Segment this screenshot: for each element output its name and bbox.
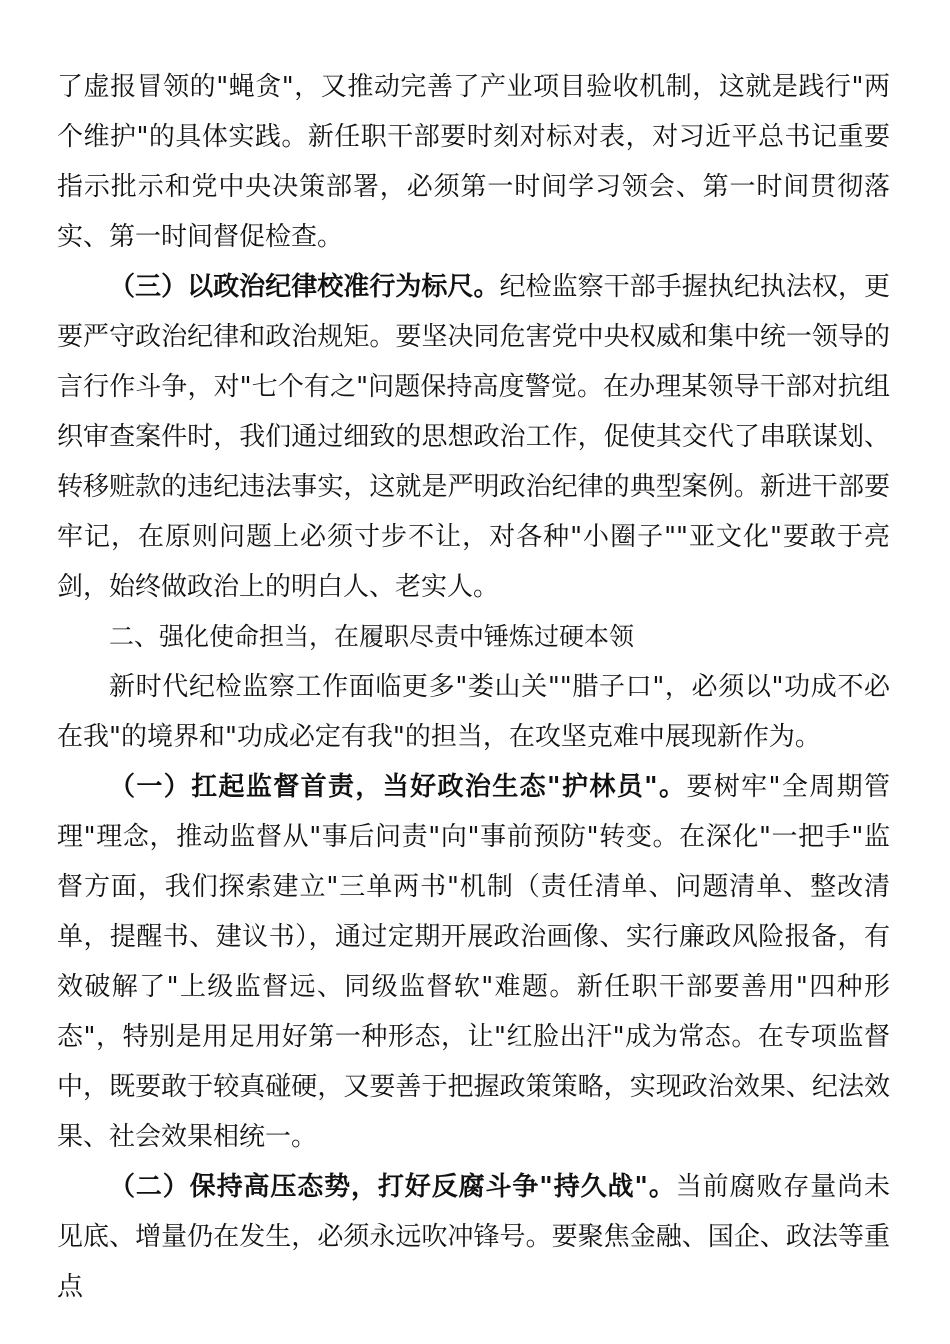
document-page	[57, 62, 890, 1312]
paragraph-continuation	[57, 62, 890, 262]
subheading-two: （二）保持高压态势，打好反腐斗争"持久战"。	[109, 1172, 676, 1202]
paragraph-text: 要树牢"全周期管理"理念，推动监督从"事后问责"向"事前预防"转变。在深化"一把手"监督方面，我们探索建立"三单两书"机制（责任清单、问题清单、整改清单，提醒书、建议书），通过定期开展政治画像、实行廉政风险报备，有效破解了"上级监督远、同级监督软"难题。新任职干部要善用"四种形态"，特别是用足用好第一种形态，让"红脸出汗"成为常态。在专项监督中，既要敢于较真碰硬，又要善于把握政策策略，实现政治效果、纪法效果、社会效果相统一。	[57, 772, 890, 1152]
paragraph-text: 了虚报冒领的"蝇贪"，又推动完善了产业项目验收机制，这就是践行"两个维护"的具体实践。新任职干部要时刻对标对表，对习近平总书记重要指示批示和党中央决策部署，必须第一时间学习领会、第一时间贯彻落实、第一时间督促检查。	[57, 72, 890, 252]
paragraph-political-discipline	[57, 262, 890, 612]
paragraph-text: 纪检监察干部手握执纪执法权，更要严守政治纪律和政治规矩。要坚决同危害党中央权威和集中统一领导的言行作斗争，对"七个有之"问题保持高度警觉。在办理某领导干部对抗组织审查案件时，我们通过细致的思想政治工作，促使其交代了串联谋划、转移赃款的违纪违法事实，这就是严明政治纪律的典型案例。新进干部要牢记，在原则问题上必须寸步不让，对各种"小圈子""亚文化"要敢于亮剑，始终做政治上的明白人、老实人。	[57, 272, 890, 602]
section-title-two: 二、强化使命担当，在履职尽责中锤炼过硬本领	[109, 622, 635, 651]
paragraph-supervision	[57, 762, 890, 1162]
paragraph-text: 新时代纪检监察工作面临更多"娄山关""腊子口"，必须以"功成不必在我"的境界和"功成必定有我"的担当，在攻坚克难中展现新作为。	[57, 672, 890, 752]
subheading-three: （三）以政治纪律校准行为标尺。	[109, 272, 500, 302]
paragraph-anti-corruption	[57, 1162, 890, 1312]
paragraph-text: 当前腐败存量尚未见底、增量仍在发生，必须永远吹冲锋号。要聚焦金融、国企、政法等重点	[57, 1172, 890, 1302]
paragraph-section-intro	[57, 662, 890, 762]
subheading-one: （一）扛起监督首责，当好政治生态"护林员"。	[109, 772, 687, 802]
